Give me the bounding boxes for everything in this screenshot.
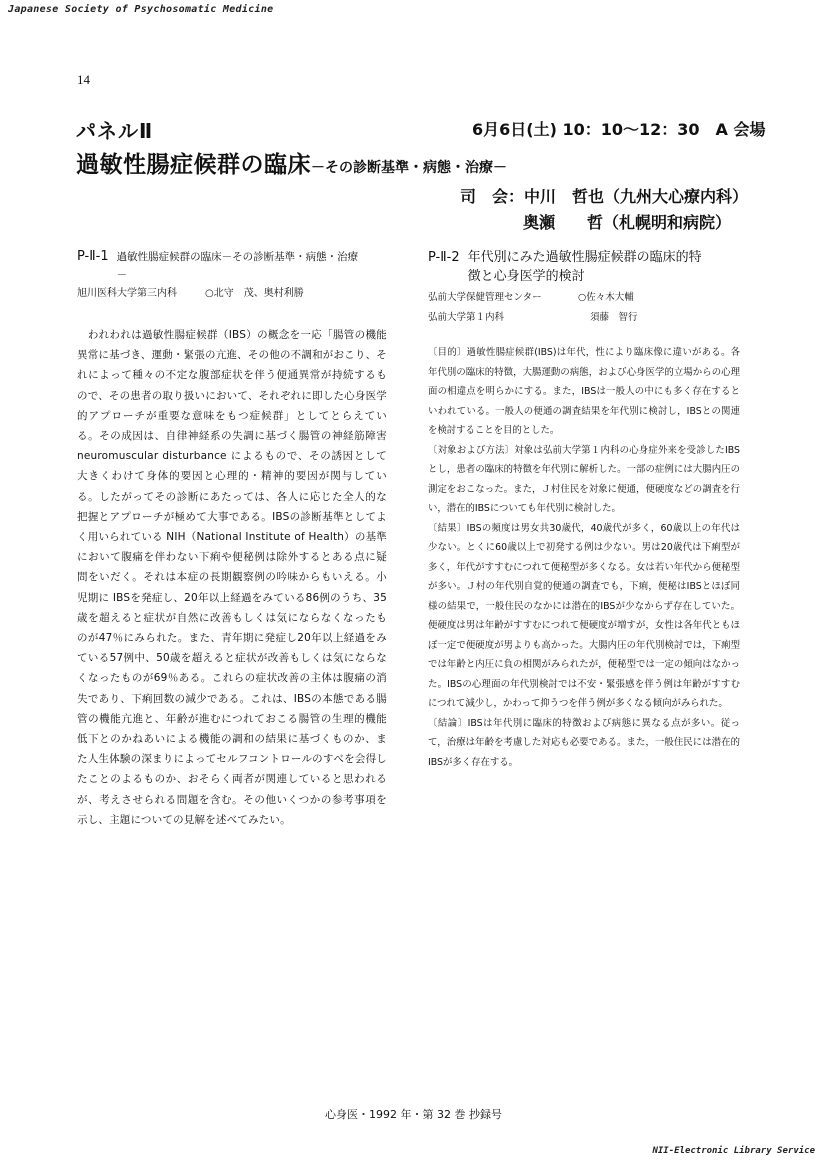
abstract-title: 過敏性腸症候群の臨床－その診断基準・病態・治療－	[116, 251, 359, 281]
abstract-body: われわれは過敏性腸症候群（IBS）の概念を一応「腸管の機能異常に基づき、運動・緊張の亢進、その他の不調和がおこり、それによって種々の不定な腹部症状を伴う便通異常が持続するもので、その患者の取り扱いにおいて、それぞれに即した心身医学的アプローチが重要な意味をもつ症候群」としてとらえている。その成因は、自律神経系の失調に基づく腸管の神経筋障害 neuromuscular disturbance によるもので、その誘因として大きくわけて身体的要因と心理的・精神的要因が関与している。したがってその診断にあたっては、各人に応じた全人的な把握とアプローチが極めて大事である。IBSの診断基準としてよく用いられている NIH（National Institute of Health）の基準において腹痛を伴わない下痢や便秘例は除外するとある点に疑問をいだく。それは本症の長期観察例の吟味からもいえる。小児期に IBSを発症し、20年以上経過をみている86例のうち、35歳を超えると症状が自然に改善もしくは気にならなくなったものが47％にみられた。また、青年期に発症し20年以上経過をみている57例中、50歳を超えると症状が改善もしくは気にならなくなったものが69％ある。これらの症状改善の主体は腹痛の消失であり、下痢回数の減少である。これは、IBSの本態である腸管の機能亢進と、年齢が進むにつれておこる腸管の生理的機能低下とのかねあいによる機能の調和の結果に基づくものか、また人生体験の深まりによってセルフコントロールのすべを会得したことのよるものか、おそらく両者が関連していると思われるが、考えさせられる問題を含む。その他いくつかの参考事項を示し、主題についての見解を述べてみたい。	[77, 329, 387, 826]
abstract-body	[428, 343, 740, 772]
chair-line-1: 司 会：中川 哲也（九州大心療内科）	[460, 187, 749, 206]
panel-label: パネルⅡ	[76, 119, 154, 143]
nii-footer: NII-Electronic Library Service	[652, 1146, 815, 1156]
journal-footer: 心身医・1992 年・第 32 巻 抄録号	[325, 1108, 502, 1121]
affiliation-text: 旭川医科大学第三内科	[77, 288, 177, 299]
page-number: 14	[77, 72, 90, 87]
abstract-p2-1	[77, 248, 387, 830]
section-conclusion: 〔結論〕IBSは年代別に臨床的特徴および病態に異なる点が多い。従って，治療は年齢を考慮した対応も必要である。また，一般住民には潜在的IBSが多く存在する。	[428, 717, 740, 768]
society-header: Japanese Society of Psychosomatic Medicine	[8, 4, 274, 15]
author-1: ○佐々木大輔	[578, 292, 634, 303]
author-2: 須藤 智行	[590, 312, 638, 323]
author-text: ○北守 茂、奥村利勝	[205, 288, 304, 299]
panel-title-main: 過敏性腸症候群の臨床	[76, 152, 311, 178]
abstract-p2-2	[428, 248, 740, 772]
panel-title-sub: －その診断基準・病態・治療－	[311, 160, 507, 176]
section-results: 〔結果〕IBSの頻度は男女共30歳代，40歳代が多く，60歳以上の年代は少ない。とくに60歳以上で初発する例は少ない。男は20歳代は下痢型が多く，年代がすすむにつれて便秘型が多くなる。女は若い年代から便秘型が多い。Ｊ村の年代別自覚的便通の調査でも，下痢，便秘はIBSとほぼ同様の結果で，一般住民のなかには潜在的IBSが少なからず存在していた。便硬度は男は年齢がすすむにつれて便硬度が増すが，女性は各年代ともほぼ一定で便硬度が男よりも高かった。大腸内圧の年代別検討では，下痢型では年齢と内圧に負の相関がみられたが，便秘型では一定の傾向はなかった。IBSの心理面の年代別検討では不安・緊張感を伴う例は年齢がすすむにつれて減少し，かわって抑うつを伴う例が多くなる傾向がみられた。	[428, 522, 740, 709]
abstract-heading	[77, 248, 387, 284]
abstract-id: P-Ⅱ-1	[77, 249, 109, 264]
section-purpose: 〔目的〕過敏性腸症候群(IBS)は年代，性により臨床像に違いがある。各年代別の臨床的特徴，大腸運動の病態，および心身医学的立場からの心理面の相違点を明らかにする。また，IBSは一般人の中にも多く存在するといわれている。一般人の便通の調査結果を年代別に検討し，IBSとの関連を検討することを目的とした。	[428, 347, 740, 436]
affiliation-1: 弘前大学保健管理センター	[428, 292, 542, 303]
abstract-heading	[428, 248, 740, 286]
abstract-id: P-Ⅱ-2	[428, 250, 460, 265]
chair-line-2: 奥瀬 哲（札幌明和病院）	[523, 213, 732, 232]
affiliation-2: 弘前大学第１内科	[428, 312, 505, 323]
abstract-affiliation	[77, 284, 387, 303]
panel-title	[76, 146, 507, 179]
abstract-affiliations	[428, 288, 740, 328]
session-datetime: 6月6日(土) 10：10～12：30 A 会場	[472, 120, 766, 139]
section-methods: 〔対象および方法〕対象は弘前大学第１内科の心身症外来を受診したIBSとし，患者の臨床的特徴を年代別に解析した。一部の症例には大腸内圧の測定をおこなった。また，Ｊ村住民を対象に便通，便硬度などの調査を行い，潜在的IBSについても年代別に検討した。	[428, 444, 740, 514]
abstract-title: 年代別にみた過敏性腸症候群の臨床的特徴と心身医学的検討	[467, 250, 702, 284]
